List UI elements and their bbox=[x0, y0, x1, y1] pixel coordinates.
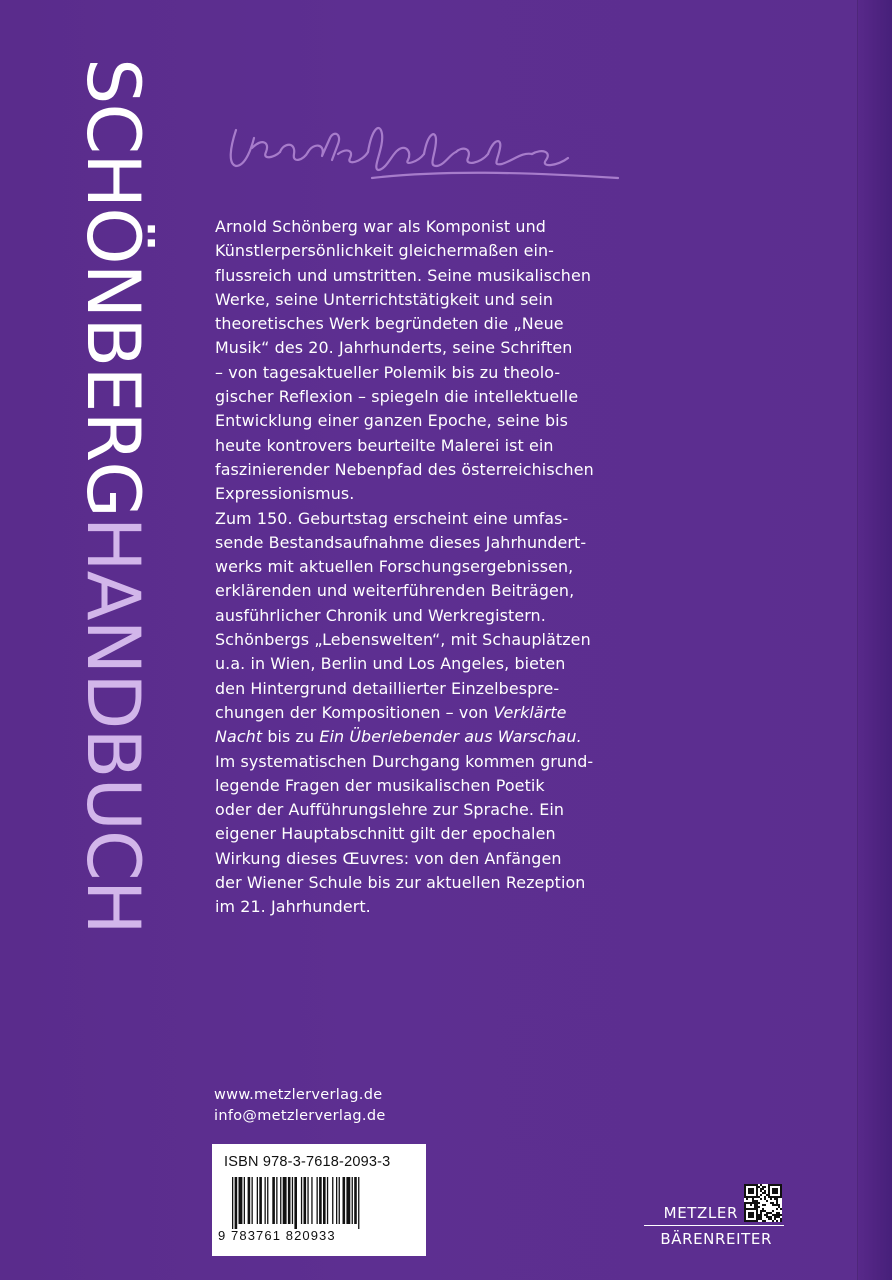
blurb-line: legende Fragen der musikalischen Poetik bbox=[215, 775, 545, 795]
publisher-contact bbox=[214, 1085, 386, 1127]
blurb-line: erklärenden und weiterführenden Beiträgen, bbox=[215, 581, 575, 601]
blurb-line: eigener Hauptabschnitt gilt der epochalen bbox=[215, 824, 556, 844]
publisher-divider bbox=[644, 1225, 784, 1226]
spine-edge bbox=[858, 0, 892, 1280]
work-title-italic: Ein Überlebender aus Warschau. bbox=[319, 727, 582, 747]
blurb-line: Künstlerpersönlichkeit gleichermaßen ein- bbox=[215, 241, 554, 261]
blurb-line: theoretisches Werk begründeten die „Neue bbox=[215, 314, 564, 334]
blurb-line: oder der Aufführungslehre zur Sprache. Ein bbox=[215, 800, 565, 820]
blurb-line: den Hintergrund detaillierter Einzelbespre- bbox=[215, 678, 560, 698]
blurb-line: ausführlicher Chronik und Werkregistern. bbox=[215, 605, 546, 625]
work-title-italic: Verklärte bbox=[493, 702, 567, 722]
blurb-line: Arnold Schönberg war als Komponist und bbox=[215, 217, 546, 236]
barcode-icon bbox=[232, 1177, 408, 1229]
blurb-text: bis zu bbox=[267, 727, 315, 747]
blurb-line: – von tagesaktueller Polemik bis zu theolo- bbox=[215, 362, 561, 382]
blurb-line: sende Bestandsaufnahme dieses Jahrhundert- bbox=[215, 532, 587, 552]
blurb-line: Expressionismus. bbox=[215, 484, 355, 504]
blurb-line: heute kontrovers beurteilte Malerei ist ein bbox=[215, 435, 554, 455]
blurb-line: Schönbergs „Lebenswelten“, mit Schauplätzen bbox=[215, 630, 591, 650]
handwritten-signature-icon bbox=[222, 108, 627, 193]
blurb-line: u.a. in Wien, Berlin und Los Angeles, bieten bbox=[215, 654, 566, 674]
spine-fold-line bbox=[857, 0, 858, 1280]
website-url: www.metzlerverlag.de bbox=[214, 1087, 383, 1103]
isbn-number: ISBN 978-3-7618-2093-3 bbox=[224, 1154, 391, 1170]
blurb-line bbox=[215, 725, 635, 749]
blurb-line bbox=[215, 701, 635, 725]
blurb-line: faszinierender Nebenpfad des österreichischen bbox=[215, 459, 594, 479]
svg-text:SCHÖNBERGHANDBUCH bbox=[70, 58, 155, 934]
description-text bbox=[215, 215, 635, 920]
isbn-barcode-label bbox=[212, 1144, 426, 1256]
blurb-line: Im systematischen Durchgang kommen grund- bbox=[215, 751, 594, 771]
blurb-text: chungen der Kompositionen – von bbox=[215, 702, 489, 722]
title-handbuch: HANDBUCH bbox=[70, 516, 155, 934]
title-schoenberg: SCHÖNBERG bbox=[70, 58, 155, 517]
blurb-line: Entwicklung einer ganzen Epoche, seine bis bbox=[215, 411, 569, 431]
blurb-line: Wirkung dieses Œuvres: von den Anfängen bbox=[215, 848, 562, 868]
blurb-line: flussreich und umstritten. Seine musikalischen bbox=[215, 265, 592, 285]
vertical-book-title bbox=[22, 58, 155, 1178]
publisher-metzler: METZLER bbox=[663, 1204, 738, 1222]
blurb-line: werks mit aktuellen Forschungsergebnissen, bbox=[215, 557, 574, 577]
blurb-line: Zum 150. Geburtstag erscheint eine umfas- bbox=[215, 508, 569, 528]
qr-code-icon bbox=[744, 1184, 782, 1222]
email-address: info@metzlerverlag.de bbox=[214, 1108, 386, 1124]
work-title-italic: Nacht bbox=[215, 727, 263, 747]
blurb-line: im 21. Jahrhundert. bbox=[215, 897, 371, 917]
blurb-line: Werke, seine Unterrichtstätigkeit und sein bbox=[215, 289, 554, 309]
blurb-line: Musik“ des 20. Jahrhunderts, seine Schriften bbox=[215, 338, 573, 358]
blurb-line: der Wiener Schule bis zur aktuellen Rezeption bbox=[215, 873, 586, 893]
publisher-baerenreiter: BÄRENREITER bbox=[660, 1230, 772, 1248]
blurb-line: gischer Reflexion – spiegeln die intellektuelle bbox=[215, 387, 579, 407]
barcode-digits: 9 783761 820933 bbox=[218, 1228, 336, 1243]
